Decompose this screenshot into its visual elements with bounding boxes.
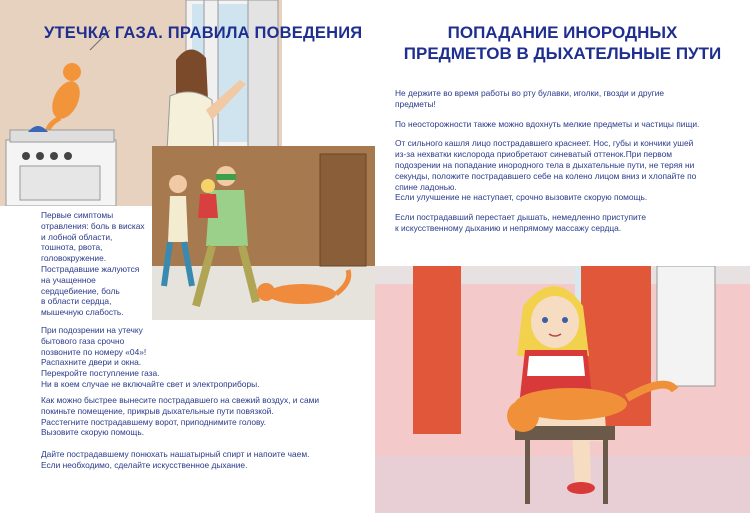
- suspicion-text: [41, 325, 341, 390]
- symptoms-line: отравления: боль в висках: [41, 220, 145, 231]
- cpr-paragraph: [395, 212, 735, 234]
- symptoms-line: Пострадавшие жалуются: [41, 263, 140, 274]
- help-line: из-за нехватки кислорода приобретают синеватый оттенок.При первом: [395, 149, 673, 160]
- symptoms-line: тошнота, рвота,: [41, 242, 103, 253]
- inhale-paragraph: [395, 119, 735, 130]
- evacuate-line: Как можно быстрее вынесите пострадавшего на свежий воздух, и сами: [41, 395, 320, 405]
- ammonia-line: Дайте пострадавшему понюхать нашатырный спирт и напоите чаем.: [41, 449, 310, 459]
- inhale-line: По неосторожности также можно вдохнуть мелкие предметы и частицы пищи.: [395, 118, 700, 129]
- right-title-line1: ПОПАДАНИЕ ИНОРОДНЫХ: [447, 23, 678, 42]
- symptoms-line: головокружение.: [41, 253, 107, 264]
- evacuate-line: покиньте помещение, прикрыв дыхательные пути повязкой.: [41, 405, 274, 416]
- ammonia-text: [41, 449, 371, 471]
- ammonia-line: Если необходимо, сделайте искусственное дыхание.: [41, 459, 248, 470]
- symptoms-line: мышечную слабость.: [41, 307, 124, 318]
- evacuate-line: Расстегните пострадавшему ворот, приподнимите голову.: [41, 416, 266, 427]
- warning-paragraph: [395, 88, 735, 110]
- warning-line: Не держите во время работы во рту булавки, иголки, гвозди и другие: [395, 88, 665, 98]
- suspicion-line: Ни в коем случае не включайте свет и электроприборы.: [41, 378, 260, 389]
- symptoms-line: на учащенное: [41, 274, 96, 285]
- right-title-line2: ПРЕДМЕТОВ В ДЫХАТЕЛЬНЫЕ ПУТИ: [403, 44, 722, 63]
- left-page-title: УТЕЧКА ГАЗА. ПРАВИЛА ПОВЕДЕНИЯ: [44, 24, 363, 42]
- right-page-title: [375, 22, 750, 64]
- cpr-line: Если пострадавший перестает дышать, немедленно приступите: [395, 212, 647, 223]
- girl-with-cat-illustration: [375, 266, 750, 513]
- help-line: Если улучшение не наступает, срочно вызовите скорую помощь.: [395, 192, 648, 203]
- right-text-block: [395, 88, 735, 243]
- help-line: подозрении на попадание инородного тела в дыхательные пути, не теряя ни: [395, 159, 695, 170]
- symptoms-line: Первые симптомы: [41, 210, 114, 220]
- help-line: спине ладонью.: [395, 181, 457, 192]
- warning-line: предметы!: [395, 98, 436, 109]
- suspicion-line: Распахните двери и окна.: [41, 357, 142, 368]
- suspicion-line: позвоните по номеру «04»!: [41, 346, 147, 357]
- suspicion-line: бытового газа срочно: [41, 335, 125, 346]
- symptoms-line: в области сердца,: [41, 296, 112, 307]
- evacuate-text: [41, 395, 371, 438]
- suspicion-line: При подозрении на утечку: [41, 325, 143, 335]
- help-line: секунды, положите пострадавшего себе на колено лицом вниз и хлопайте по: [395, 170, 697, 181]
- symptoms-help-paragraph: [395, 138, 735, 203]
- right-page: [375, 0, 750, 513]
- suspicion-line: Перекройте поступление газа.: [41, 368, 160, 379]
- symptoms-text: [41, 210, 149, 318]
- symptoms-line: сердцебиение, боль: [41, 285, 120, 296]
- symptoms-line: и лобной области,: [41, 231, 113, 242]
- help-line: От сильного кашля лицо пострадавшего краснеет. Нос, губы и кончики ушей: [395, 138, 694, 149]
- cpr-line: к искусственному дыханию и непрямому массажу сердца.: [395, 222, 622, 233]
- evacuation-illustration: [152, 146, 375, 320]
- evacuate-line: Вызовите скорую помощь.: [41, 427, 145, 438]
